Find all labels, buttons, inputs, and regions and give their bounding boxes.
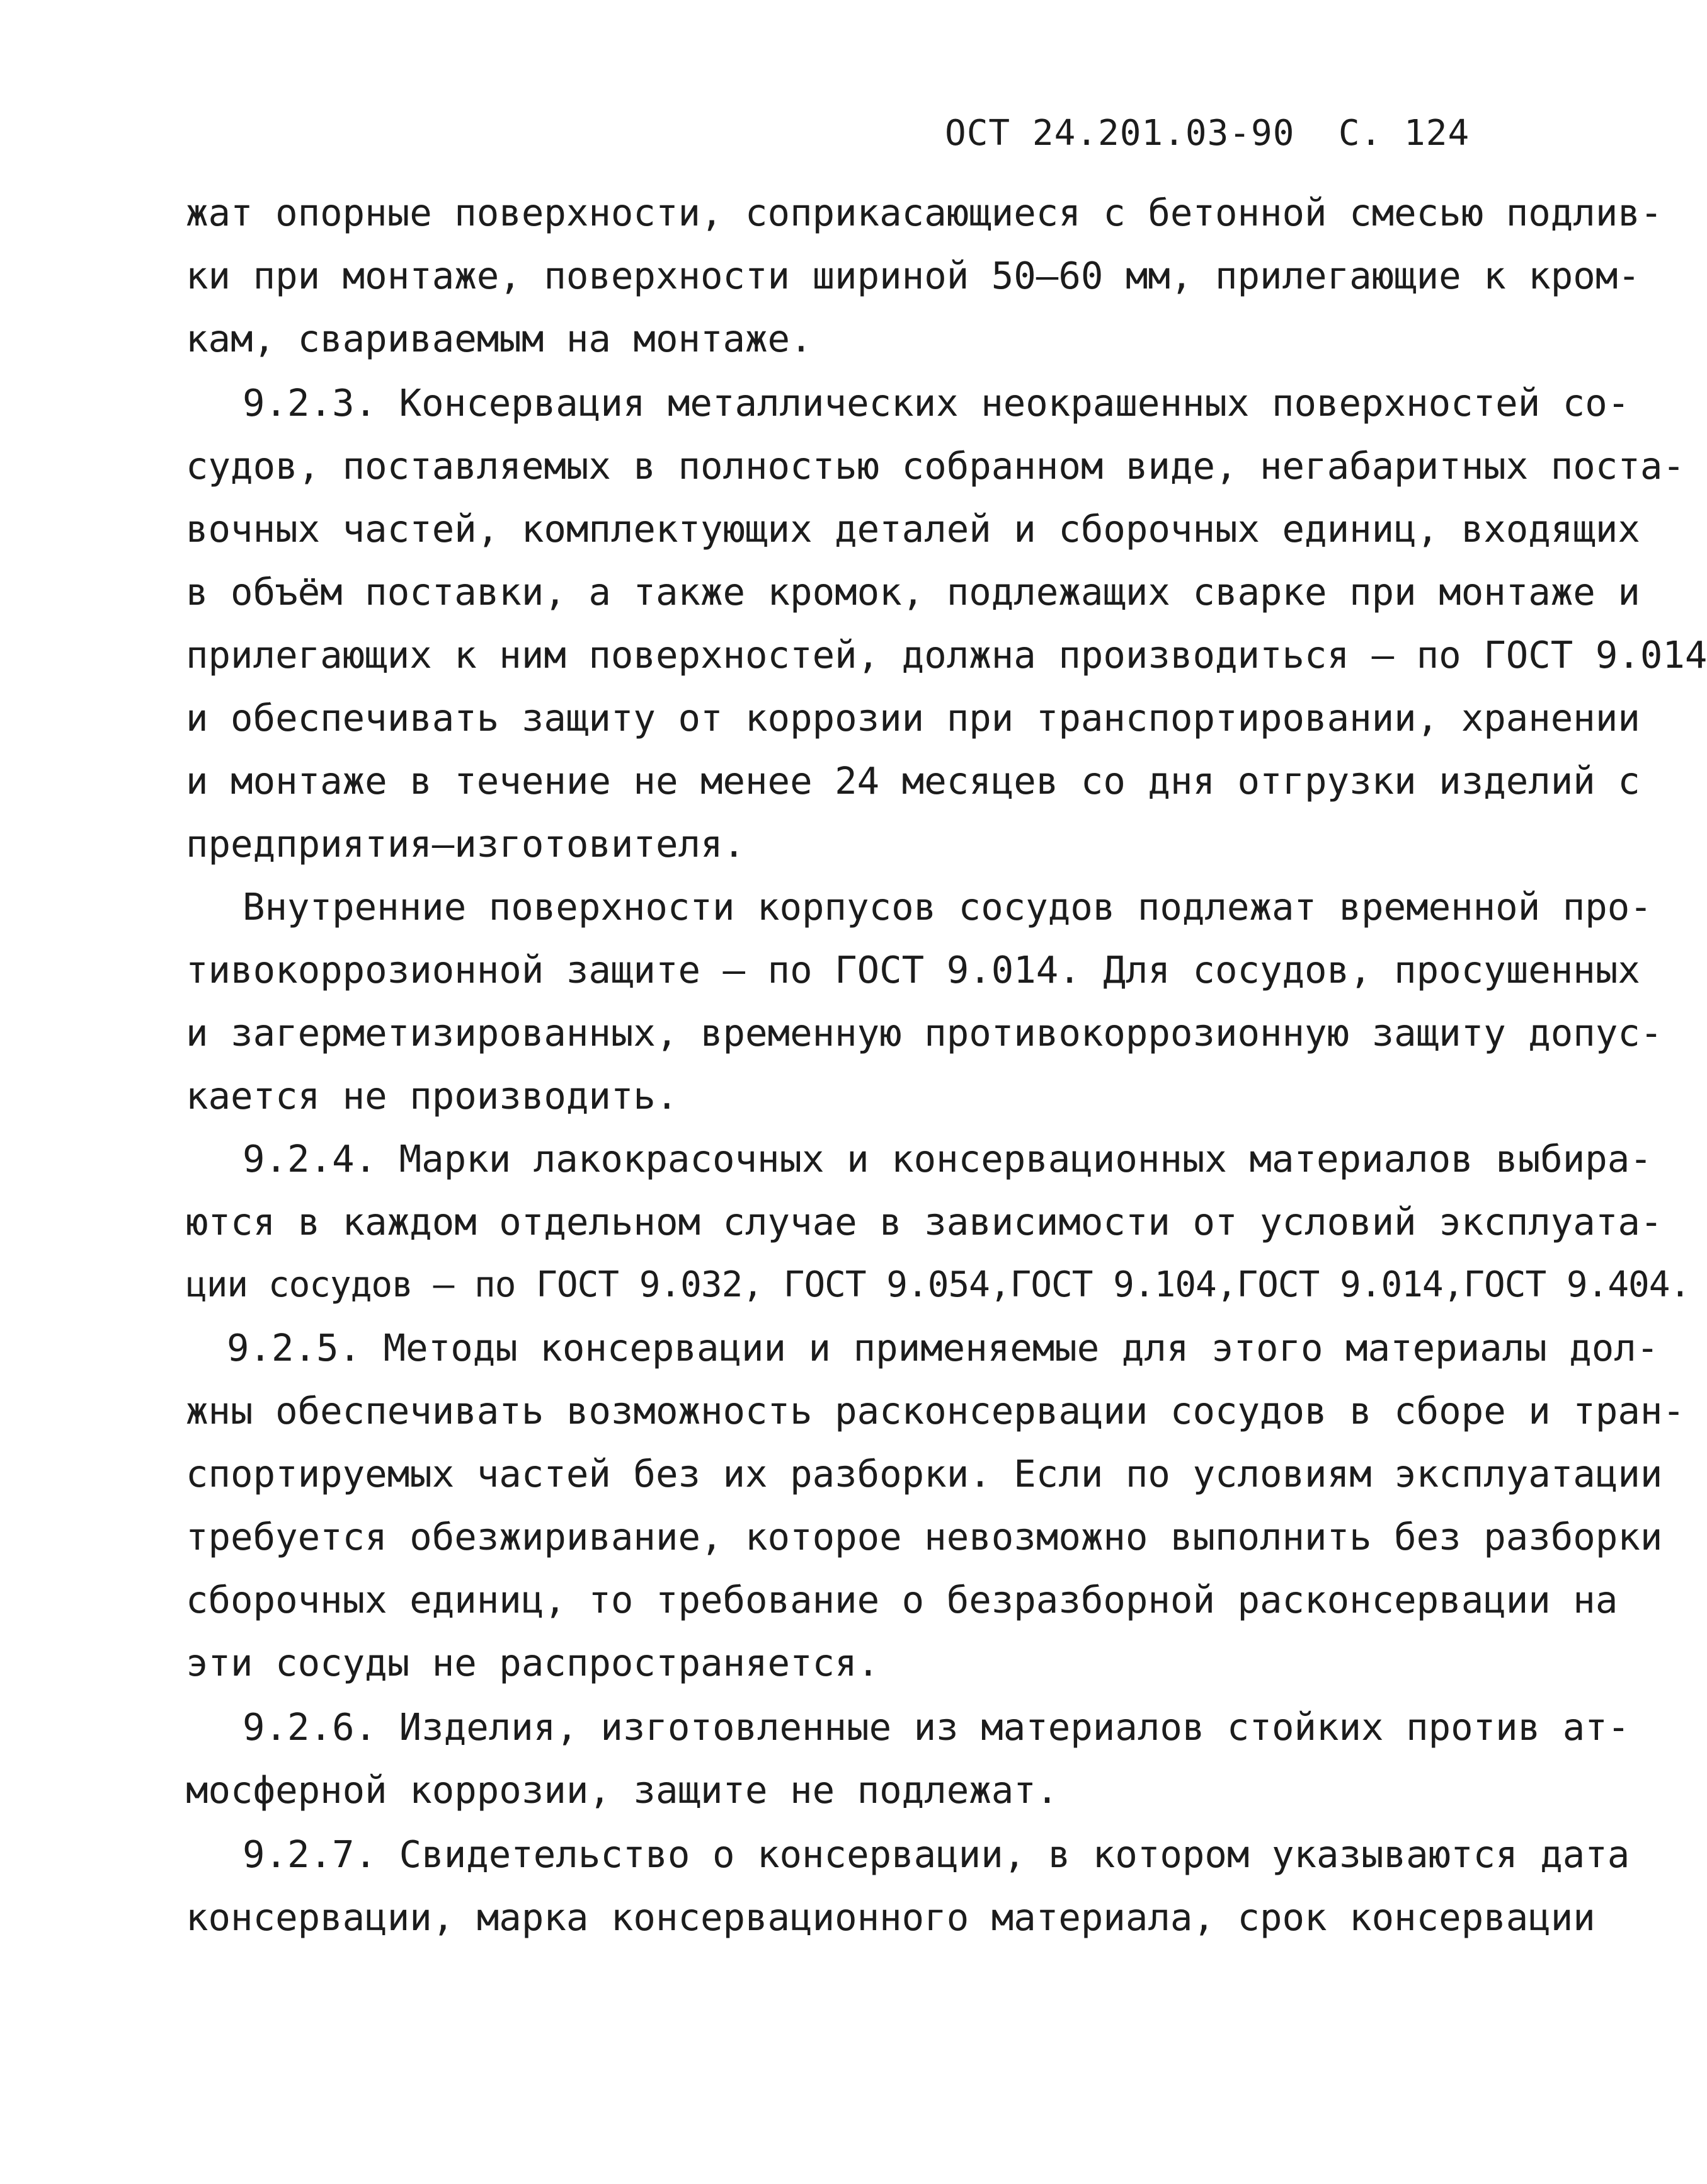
text-line: жны обеспечивать возможность расконсервации сосудов в сборе и тран- [186, 1389, 1685, 1432]
text-line: жат опорные поверхности, соприкасающиеся с бетонной смесью подлив- [186, 191, 1663, 234]
text-line: в объём поставки, а также кромок, подлежащих сварке при монтаже и [186, 570, 1640, 614]
paragraph-9-2-7-start: 9.2.7. Свидетельство о консервации, в котором указываются дата [243, 1832, 1630, 1876]
paragraph-9-2-4-start: 9.2.4. Марки лакокрасочных и консервационных материалов выбира- [243, 1137, 1652, 1181]
text-line: мосферной коррозии, защите не подлежат. [186, 1768, 1059, 1812]
text-line: требуется обезжиривание, которое невозможно выполнить без разборки [186, 1515, 1663, 1558]
paragraph-9-2-5-start: 9.2.5. Методы консервации и применяемые для этого материалы дол- [227, 1326, 1659, 1369]
text-line: тивокоррозионной защите – по ГОСТ 9.014. Для сосудов, просушенных [186, 948, 1640, 992]
text-line: ции сосудов – по ГОСТ 9.032, ГОСТ 9.054,ГОСТ 9.104,ГОСТ 9.014,ГОСТ 9.404. [186, 1264, 1691, 1305]
text-line: консервации, марка консервационного материала, срок консервации [186, 1895, 1596, 1939]
text-line: прилегающих к ним поверхностей, должна производиться – по ГОСТ 9.014 [186, 633, 1707, 677]
paragraph-9-2-6-start: 9.2.6. Изделия, изготовленные из материалов стойких против ат- [243, 1705, 1630, 1749]
text-line: предприятия–изготовителя. [186, 822, 746, 866]
text-line: кается не производить. [186, 1074, 678, 1118]
paragraph-internal-surfaces-start: Внутренние поверхности корпусов сосудов подлежат временной про- [243, 885, 1652, 929]
text-line: вочных частей, комплектующих деталей и сборочных единиц, входящих [186, 507, 1640, 551]
text-line: и обеспечивать защиту от коррозии при транспортировании, хранении [186, 696, 1640, 740]
text-line: эти сосуды не распространяется. [186, 1641, 880, 1684]
text-line: ки при монтаже, поверхности шириной 50–60 мм, прилегающие к кром- [186, 254, 1640, 297]
text-line: кам, свариваемым на монтаже. [186, 317, 813, 360]
paragraph-9-2-3-start: 9.2.3. Консервация металлических неокрашенных поверхностей со- [243, 381, 1630, 425]
text-line: сборочных единиц, то требование о безразборной расконсервации на [186, 1578, 1618, 1621]
text-line: и монтаже в течение не менее 24 месяцев со дня отгрузки изделий с [186, 759, 1640, 803]
page-header: ОСТ 24.201.03-90 С. 124 [945, 113, 1470, 154]
text-line: спортируемых частей без их разборки. Если по условиям эксплуатации [186, 1452, 1663, 1495]
text-line: и загерметизированных, временную противокоррозионную защиту допус- [186, 1011, 1663, 1055]
text-line: ются в каждом отдельном случае в зависимости от условий эксплуата- [186, 1200, 1663, 1244]
text-line: судов, поставляемых в полностью собранном виде, негабаритных поста- [186, 444, 1685, 488]
